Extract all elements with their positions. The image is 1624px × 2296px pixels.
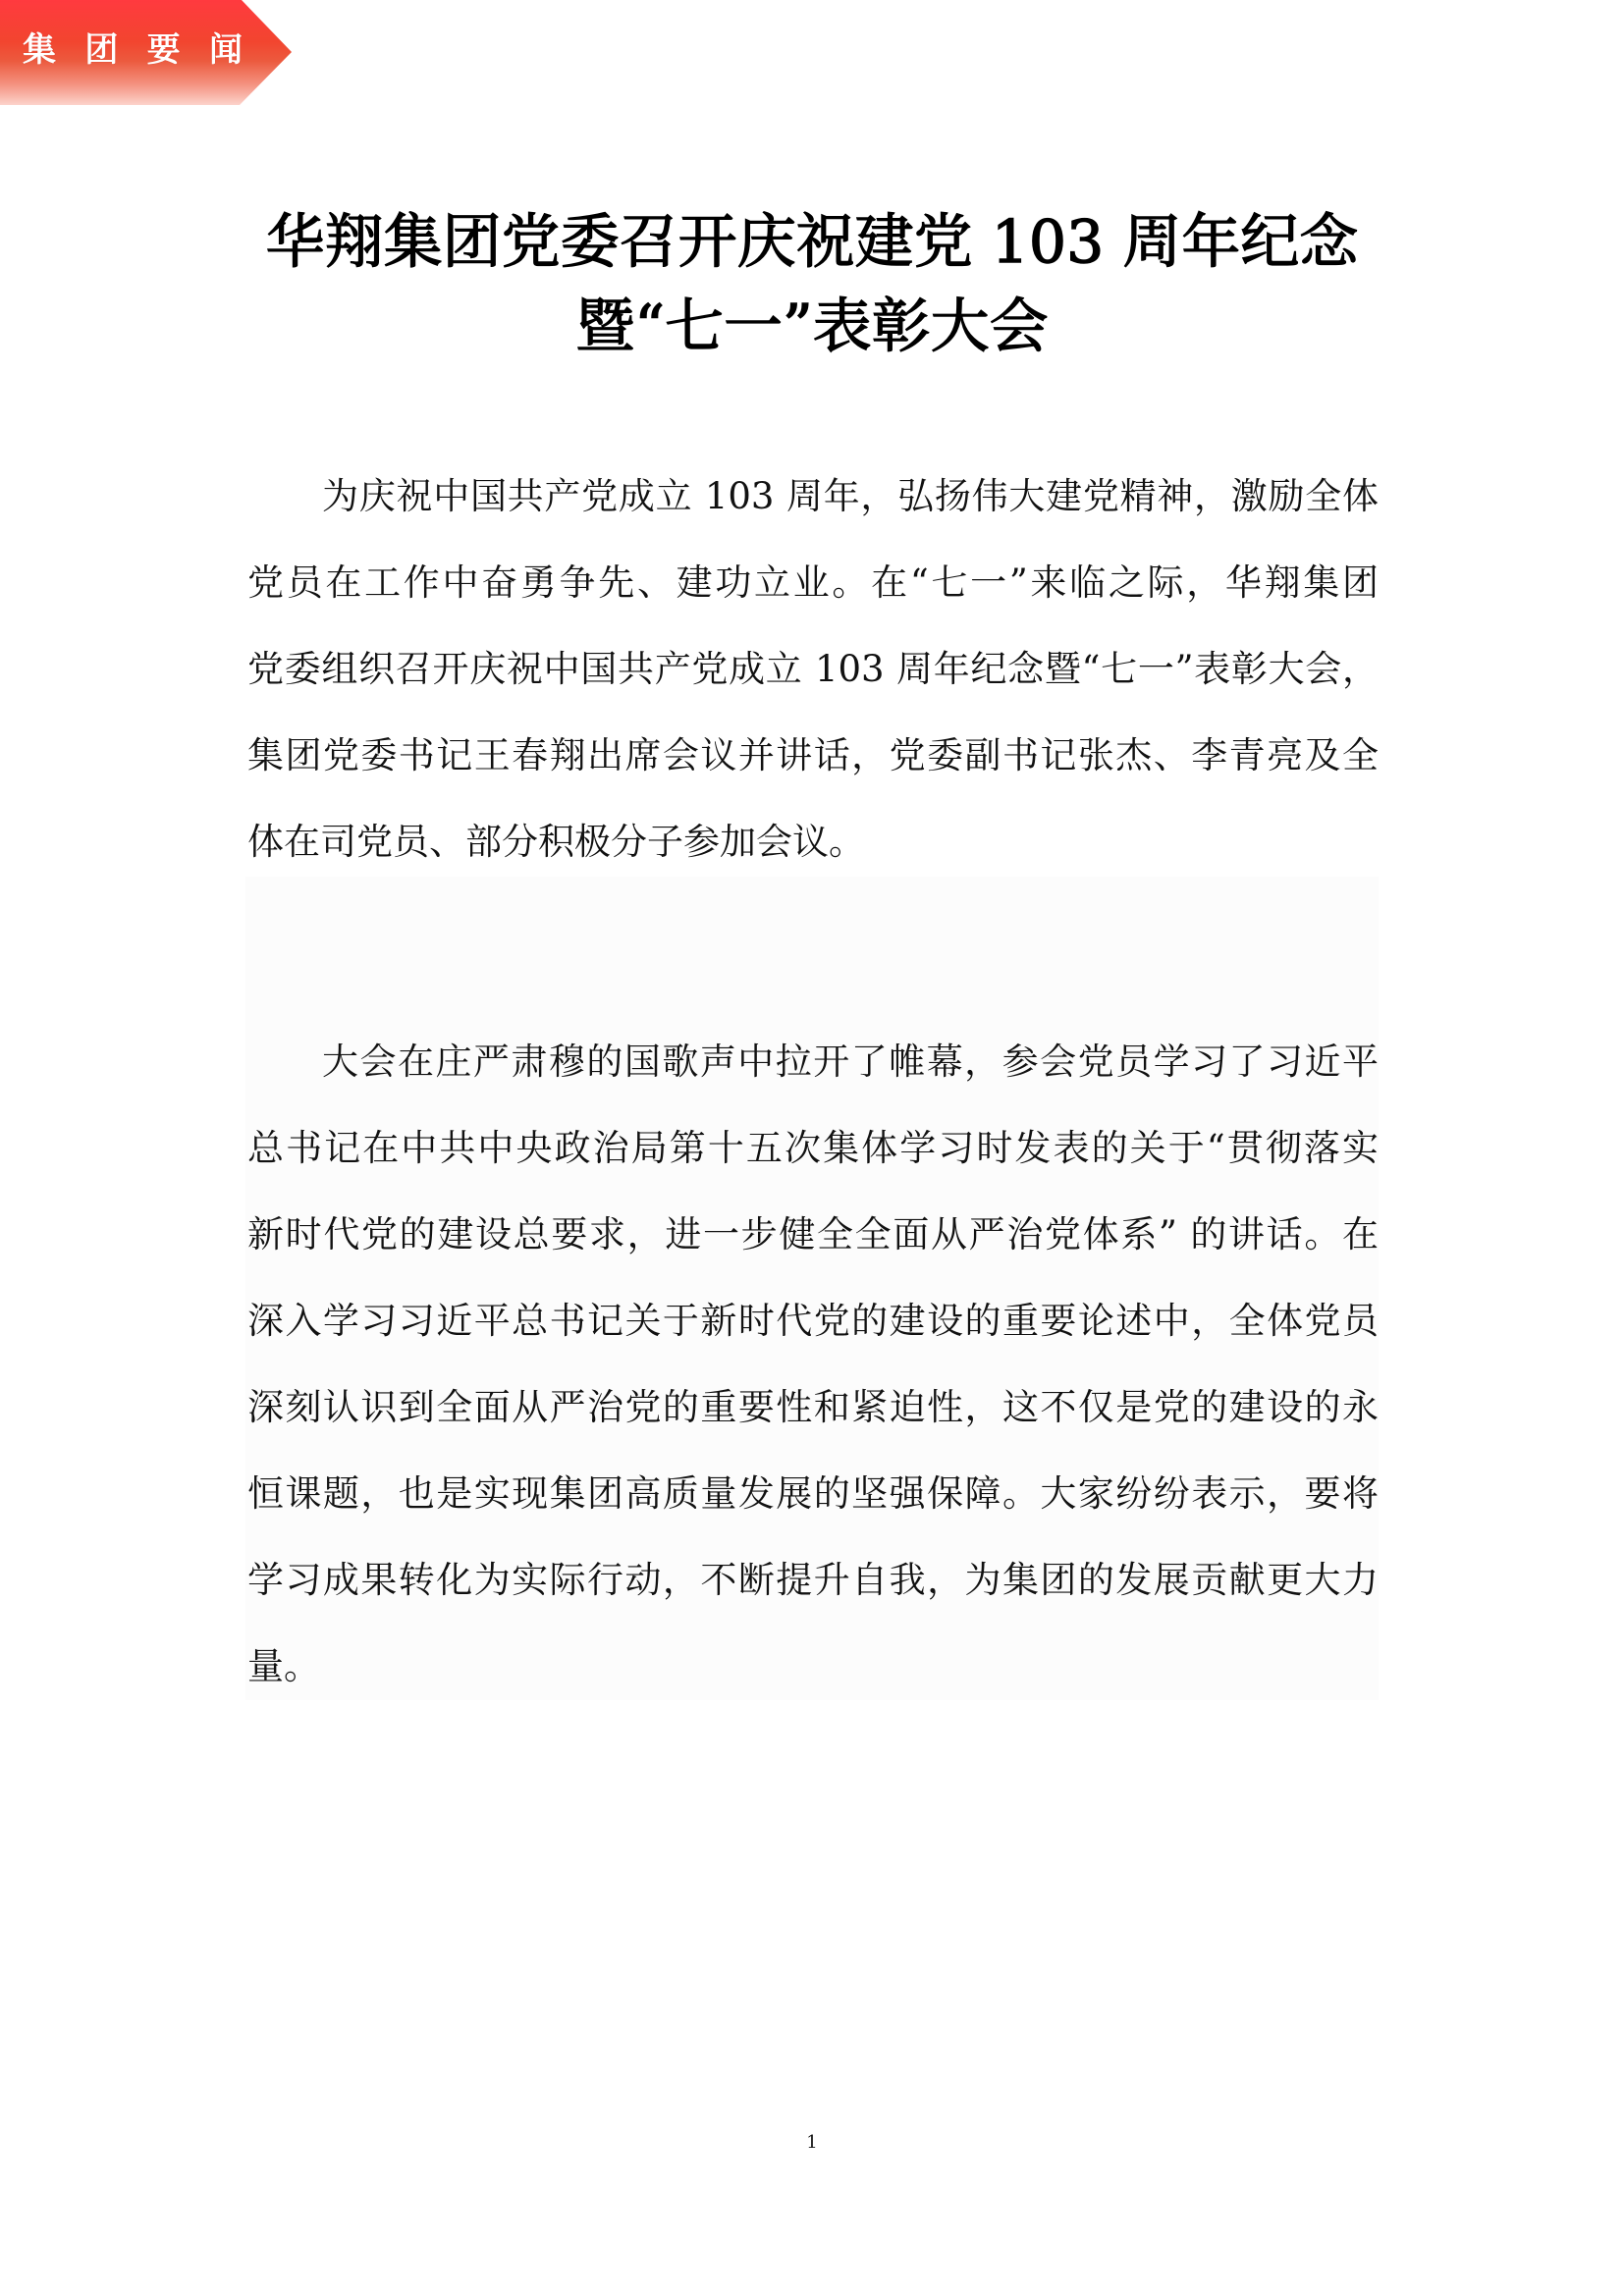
- paragraph-1: [247, 454, 1379, 885]
- paragraph-line: 新时代党的建设总要求，进一步健全全面从严治党体系” 的讲话。在: [247, 1213, 1379, 1255]
- section-banner-label: [20, 27, 245, 73]
- paragraph-line: 量。: [247, 1645, 320, 1687]
- paragraph-line: 深入学习习近平总书记关于新时代党的建设的重要论述中，全体党员: [247, 1300, 1379, 1342]
- paragraph-line: 恒课题，也是实现集团高质量发展的坚强保障。大家纷纷表示，要将: [247, 1472, 1379, 1515]
- paragraph-line: 总书记在中共中央政治局第十五次集体学习时发表的关于“贯彻落实: [247, 1127, 1379, 1169]
- title-line: 华翔集团党委召开庆祝建党 103 周年纪念: [265, 208, 1359, 277]
- banner-char: 闻: [208, 30, 243, 70]
- paragraph-line: 学习成果转化为实际行动，不断提升自我，为集团的发展贡献更大力: [247, 1559, 1379, 1601]
- paragraph-2: [247, 1019, 1379, 1710]
- title-line: 暨“七一”表彰大会: [575, 293, 1049, 361]
- paragraph-line: 为庆祝中国共产党成立 103 周年，弘扬伟大建党精神，激励全体: [322, 475, 1379, 517]
- paragraph-line: 体在司党员、部分积极分子参加会议。: [247, 821, 865, 863]
- article-title: [0, 200, 1624, 369]
- paragraph-line: 大会在庄严肃穆的国歌声中拉开了帷幕，参会党员学习了习近平: [322, 1041, 1379, 1083]
- banner-char: 团: [84, 30, 119, 70]
- paragraph-line: 党委组织召开庆祝中国共产党成立 103 周年纪念暨“七一”表彰大会，: [247, 648, 1379, 690]
- paragraph-line: 党员在工作中奋勇争先、建功立业。在“七一”来临之际，华翔集团: [247, 561, 1379, 604]
- paragraph-line: 深刻认识到全面从严治党的重要性和紧迫性，这不仅是党的建设的永: [247, 1386, 1379, 1428]
- banner-char: 要: [146, 30, 181, 70]
- banner-char: 集: [23, 30, 56, 70]
- paragraph-line: 集团党委书记王春翔出席会议并讲话，党委副书记张杰、李青亮及全: [247, 734, 1379, 776]
- page-number: 1: [806, 2132, 818, 2153]
